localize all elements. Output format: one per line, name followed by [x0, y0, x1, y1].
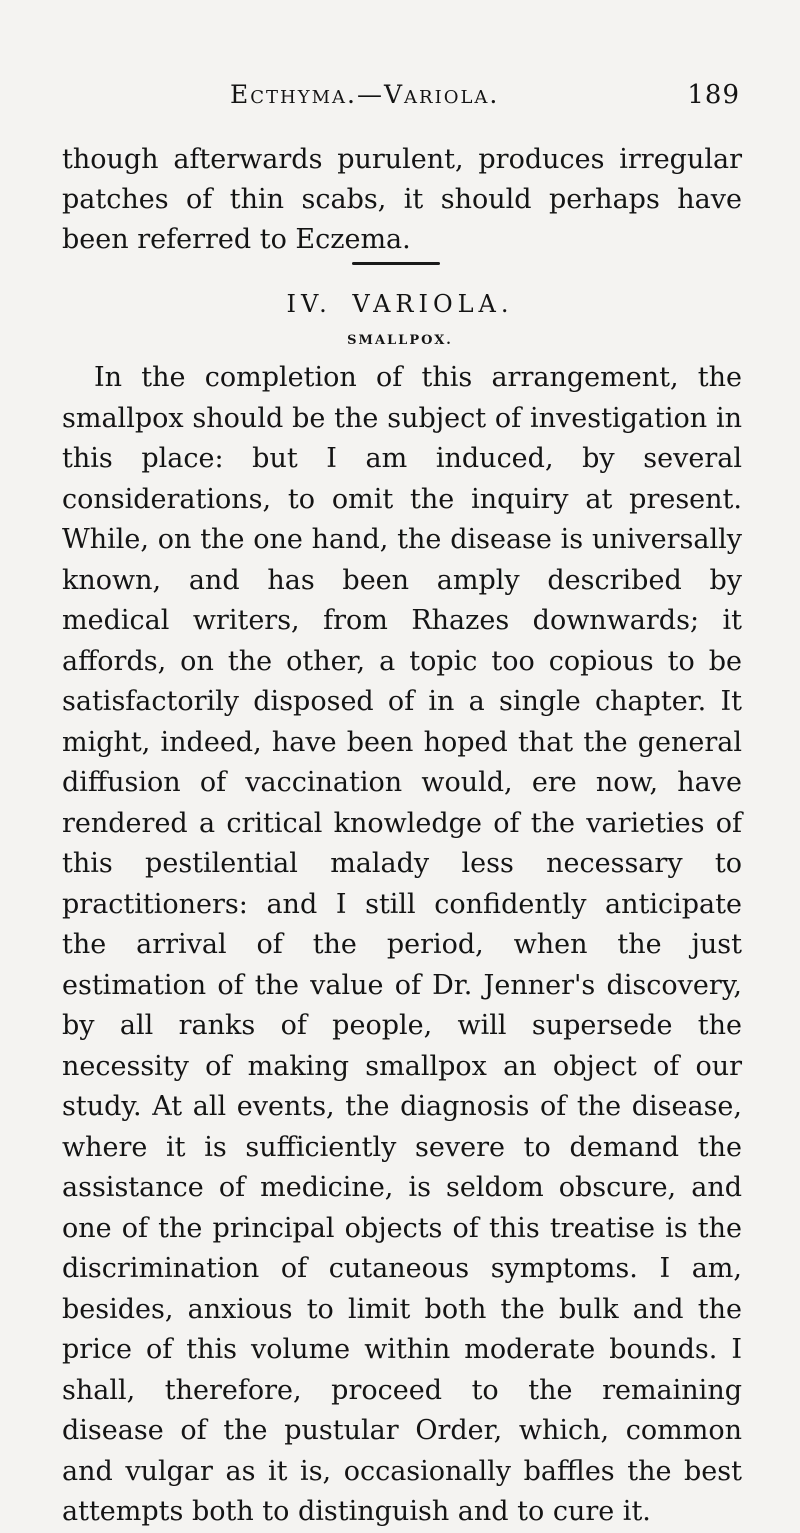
- page-number: 189: [687, 80, 740, 110]
- section-heading: [0, 290, 800, 318]
- section-title: VARIOLA.: [352, 290, 514, 318]
- body-paragraph: In the completion of this arrangement, the smallpox should be the subject of investigation in this place: but I am induced, by several considerations, to omit the inquiry at present. While, on the one hand, the disease is universally known, and has been amply described by medical writers, from Rhazes downwards; it affords, on the other, a topic too copious to be satisfactorily disposed of in a single chapter. It might, indeed, have been hoped that the general diffusion of vaccination would, ere now, have rendered a critical knowledge of the varieties of this pestilential malady less necessary to practitioners: and I still confidently anticipate the arrival of the period, when the just estimation of the value of Dr. Jenner's discovery, by all ranks of people, will supersede the necessity of making smallpox an object of our study. At all events, the diagnosis of the disease, where it is sufficiently severe to demand the assistance of medicine, is seldom obscure, and one of the principal objects of this treatise is the discrimination of cutaneous symptoms. I am, besides, anxious to limit both the bulk and the price of this volume within moderate bounds. I shall, therefore, proceed to the remaining disease of the pustular Order, which, common and vulgar as it is, occasionally baffles the best attempts both to distinguish and to cure it.: [62, 362, 742, 1527]
- section-subtitle: SMALLPOX.: [347, 333, 453, 348]
- running-head: Ecthyma.—Variola.: [230, 80, 500, 109]
- continued-paragraph: [62, 140, 742, 260]
- section-divider-rule: [352, 262, 440, 265]
- continued-paragraph-text: though afterwards purulent, produces irregular patches of thin scabs, it should perhaps have been referred to Eczema.: [62, 144, 742, 255]
- body-text: [62, 358, 742, 1533]
- section-number: IV.: [286, 290, 332, 318]
- page-header: [230, 80, 740, 120]
